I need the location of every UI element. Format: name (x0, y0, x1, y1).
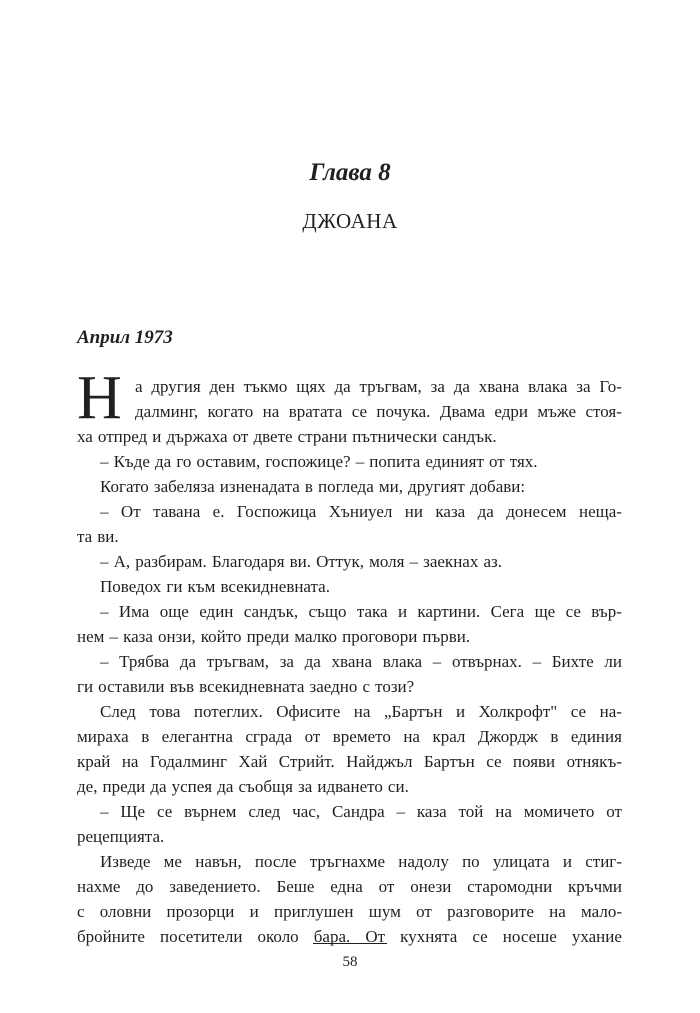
text-line: край на Годалминг Хай Стрийт. Найджъл Бартън се появи отнякъ- (77, 752, 622, 771)
text-line: Когато забеляза изненадата в погледа ми, другият добави: (100, 477, 526, 496)
text-line: с оловни прозорци и приглушен шум от разговорите на мало- (77, 902, 622, 921)
text-line: След това потеглих. Офисите на „Бартън и Холкрофт" се на- (100, 702, 622, 721)
text-line: нахме до заведението. Беше една от онези старомодни кръчми (77, 877, 622, 896)
text-line: та ви. (77, 527, 119, 546)
text-line: нем – каза онзи, който преди малко проговори първи. (77, 627, 471, 646)
drop-cap: Н (77, 364, 122, 432)
page-number: 58 (342, 954, 358, 970)
text-line: ги оставили във всекидневната заедно с този? (77, 677, 415, 696)
text-line: мираха в елегантна сграда от времето на крал Джордж в единия (77, 727, 622, 746)
text-line: далминг, когато на вратата се почука. Двама едри мъже стоя- (135, 402, 622, 421)
text-line: ха отпред и държаха от двете страни пътнически сандък. (77, 427, 497, 446)
text-line: – От тавана е. Госпожица Хъниуел ни каза да донесем неща- (100, 502, 622, 521)
text-line: де, преди да успея да съобщя за идването си. (77, 777, 409, 796)
text-line: Изведе ме навън, после тръгнахме надолу по улицата и стиг- (100, 852, 622, 871)
text-line: а другия ден тъкмо щях да тръгвам, за да хвана влака за Го- (135, 377, 622, 396)
chapter-title: Глава 8 (309, 159, 391, 186)
text-line: – А, разбирам. Благодаря ви. Оттук, моля – заекнах аз. (100, 552, 502, 571)
body-text (77, 364, 622, 949)
text-line: – Има още един сандък, също така и картини. Сега ще се вър- (100, 602, 622, 621)
text-line: бройните посетители около бара. От кухнята се носеше ухание (77, 927, 622, 946)
chapter-subtitle: ДЖОАНА (302, 209, 398, 233)
footer-divider (313, 943, 387, 944)
text-line: – Трябва да тръгвам, за да хвана влака – отвърнах. – Бихте ли (100, 652, 622, 671)
text-line: – Ще се върнем след час, Сандра – каза той на момичето от (100, 802, 622, 821)
text-line: рецепцията. (77, 827, 165, 846)
text-line: Поведох ги към всекидневната. (100, 577, 330, 596)
section-date: Април 1973 (77, 327, 173, 348)
text-line: – Къде да го оставим, госпожице? – попита единият от тях. (100, 452, 538, 471)
